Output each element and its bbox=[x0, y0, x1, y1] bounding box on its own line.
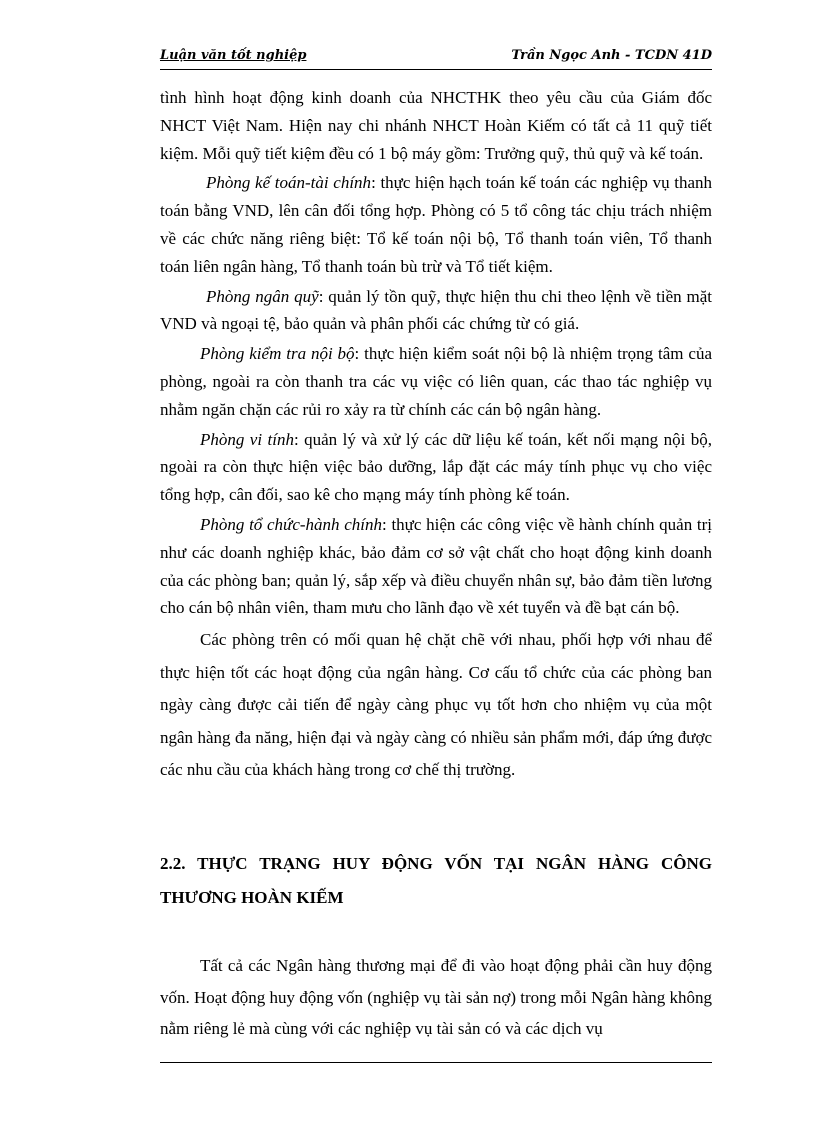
paragraph-admin-dept bbox=[160, 511, 712, 622]
header-thesis-label: Luận văn tốt nghiệp bbox=[160, 48, 307, 63]
paragraph-it-dept bbox=[160, 426, 712, 509]
paragraph-treasury-dept bbox=[160, 283, 712, 339]
text-it-dept: : quản lý và xử lý các dữ liệu kế toán, kết nối mạng nội bộ, ngoài ra còn thực hiện việc bảo dưỡng, lắp đặt các máy tính phục vụ cho việc tổng hợp, cân đối, sao kê cho mạng máy tính phòng kế toán. bbox=[160, 429, 712, 505]
header-author-label: Trần Ngọc Anh - TCDN 41D bbox=[511, 48, 712, 63]
text-accounting-dept: : thực hiện hạch toán kế toán các nghiệp vụ thanh toán bằng VND, lên cân đối tổng hợp. Phòng có 5 tổ công tác chịu trách nhiệm về các chức năng riêng biệt: Tổ kế toán nội bộ, Tổ thanh toán viên, Tổ thanh toán liên ngân hàng, Tổ thanh toán bù trừ và Tổ tiết kiệm. bbox=[160, 173, 712, 276]
term-accounting-dept: Phòng kế toán-tài chính bbox=[206, 173, 372, 193]
term-audit-dept: Phòng kiểm tra nội bộ bbox=[200, 344, 355, 364]
paragraph-section-intro: Tất cả các Ngân hàng thương mại để đi vào hoạt động phải cần huy động vốn. Hoạt động huy động vốn (nghiệp vụ tài sản nợ) trong mỗi Ngân hàng không nằm riêng lẻ mà cùng với các nghiệp vụ tài sản có và các dịch vụ bbox=[160, 956, 712, 1038]
footer-divider bbox=[160, 1062, 712, 1063]
text-admin-dept: : thực hiện các công việc về hành chính quản trị như các doanh nghiệp khác, bảo đảm cơ sở vật chất cho hoạt động kinh doanh của các phòng ban; quản lý, sắp xếp và điều chuyển nhân sự, bảo đảm tiền lương cho cán bộ nhân viên, tham mưu cho lãnh đạo về xét tuyển và đề bạt cán bộ. bbox=[160, 514, 713, 618]
term-admin-dept: Phòng tổ chức-hành chính bbox=[200, 514, 383, 534]
term-it-dept: Phòng vi tính bbox=[200, 429, 294, 449]
body-text bbox=[160, 84, 712, 787]
paragraph-accounting-dept bbox=[160, 169, 712, 280]
paragraph-continuation: tình hình hoạt động kinh doanh của NHCTHK theo yêu cầu của Giám đốc NHCT Việt Nam. Hiện nay chi nhánh NHCT Hoàn Kiếm có tất cả 11 quỹ tiết kiệm. Mỗi quỹ tiết kiệm đều có 1 bộ máy gồm: Trưởng quỹ, thủ quỹ và kế toán. bbox=[160, 88, 712, 163]
term-treasury-dept: Phòng ngân quỹ bbox=[206, 286, 319, 306]
text-audit-dept: : thực hiện kiểm soát nội bộ là nhiệm trọng tâm của phòng, ngoài ra còn thanh tra các vụ việc có liên quan, các thao tác nghiệp vụ nhằm ngăn chặn các rủi ro xảy ra từ chính các cán bộ ngân hàng. bbox=[160, 344, 712, 419]
header-divider bbox=[160, 69, 712, 70]
paragraph-audit-dept bbox=[160, 340, 712, 423]
section-heading: 2.2. THỰC TRẠNG HUY ĐỘNG VỐN TẠI NGÂN HÀNG CÔNG THƯƠNG HOÀN KIẾM bbox=[160, 854, 712, 907]
page-header bbox=[160, 48, 712, 70]
paragraph-dept-relations: Các phòng trên có mối quan hệ chặt chẽ với nhau, phối hợp với nhau để thực hiện tốt các hoạt động của ngân hàng. Cơ cấu tổ chức của các phòng ban ngày càng được cải tiến để ngày càng phục vụ tốt hơn cho nhiệm vụ của một ngân hàng đa năng, hiện đại và ngày càng có nhiều sản phẩm mới, đáp ứng được các nhu cầu của khách hàng trong cơ chế thị trường. bbox=[160, 630, 712, 780]
text-treasury-dept: : quản lý tồn quỹ, thực hiện thu chi theo lệnh về tiền mặt VND và ngoại tệ, bảo quản và phân phối các chứng từ có giá. bbox=[160, 286, 712, 334]
